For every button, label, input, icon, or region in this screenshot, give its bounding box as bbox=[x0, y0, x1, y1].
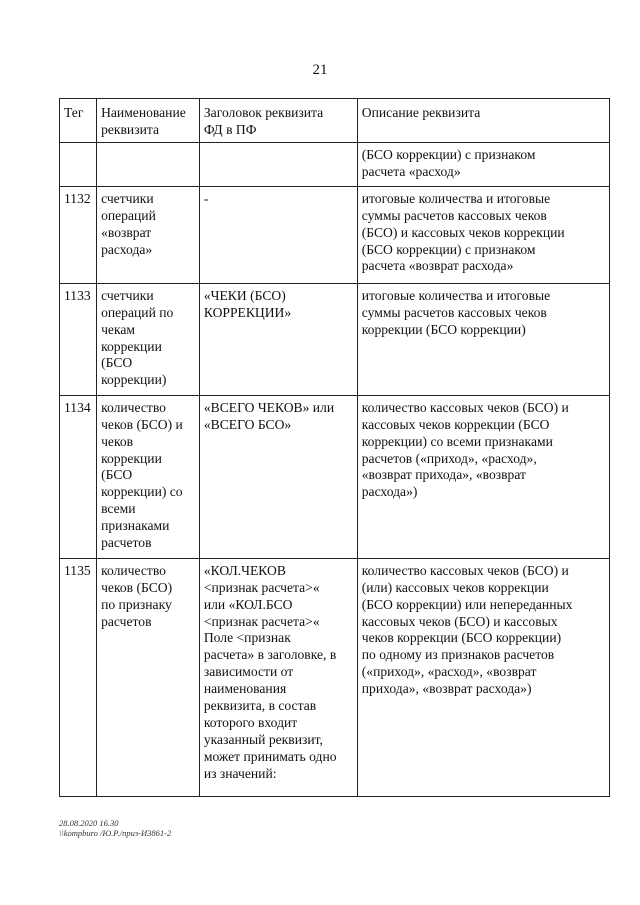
name-cell: количество чеков (БСО) по признаку расчетов bbox=[97, 558, 200, 796]
table-row bbox=[60, 395, 610, 558]
tag-cell: 1134 bbox=[60, 395, 97, 558]
header-cell: «КОЛ.ЧЕКОВ <признак расчета>« или «КОЛ.БСО <признак расчета>« Поле <признак расчета» в заголовке, в зависимости от наименования реквизита, в состав которого входит указанный реквизит, может принимать одно из значений: bbox=[199, 558, 357, 796]
column-header-description: Описание реквизита bbox=[357, 99, 609, 143]
table-row bbox=[60, 142, 610, 186]
document-footer bbox=[59, 818, 171, 838]
requisites-table bbox=[59, 98, 610, 797]
table-row bbox=[60, 186, 610, 283]
tag-cell: 1132 bbox=[60, 186, 97, 283]
table-header-row bbox=[60, 99, 610, 143]
description-cell: итоговые количества и итоговые суммы расчетов кассовых чеков коррекции (БСО коррекции) bbox=[357, 283, 609, 395]
name-cell: счетчики операций «возврат расхода» bbox=[97, 186, 200, 283]
table-row bbox=[60, 283, 610, 395]
description-cell: итоговые количества и итоговые суммы расчетов кассовых чеков (БСО) и кассовых чеков коррекции (БСО коррекции) с признаком расчета «возврат расхода» bbox=[357, 186, 609, 283]
column-header-header: Заголовок реквизита ФД в ПФ bbox=[199, 99, 357, 143]
header-cell bbox=[199, 142, 357, 186]
description-cell: количество кассовых чеков (БСО) и (или) кассовых чеков коррекции (БСО коррекции) или непереданных кассовых чеков (БСО) и кассовых чеков коррекции (БСО коррекции) по одному из признаков расчетов («приход», «расход», «возврат прихода», «возврат расхода») bbox=[357, 558, 609, 796]
name-cell bbox=[97, 142, 200, 186]
tag-cell: 1135 bbox=[60, 558, 97, 796]
column-header-tag: Тег bbox=[60, 99, 97, 143]
description-cell: (БСО коррекции) с признаком расчета «расход» bbox=[357, 142, 609, 186]
name-cell: счетчики операций по чекам коррекции (БСО коррекции) bbox=[97, 283, 200, 395]
table-row bbox=[60, 558, 610, 796]
column-header-name: Наименование реквизита bbox=[97, 99, 200, 143]
footer-timestamp: 28.08.2020 16.30 bbox=[59, 818, 119, 828]
tag-cell: 1133 bbox=[60, 283, 97, 395]
description-cell: количество кассовых чеков (БСО) и кассовых чеков коррекции (БСО коррекции) со всеми признаками расчетов («приход», «расход», «возврат прихода», «возврат расхода») bbox=[357, 395, 609, 558]
name-cell: количество чеков (БСО) и чеков коррекции (БСО коррекции) со всеми признаками расчетов bbox=[97, 395, 200, 558]
page-number: 21 bbox=[312, 62, 328, 78]
header-cell: «ЧЕКИ (БСО) КОРРЕКЦИИ» bbox=[199, 283, 357, 395]
footer-file-path: \\kompburo /Ю.Р./приз-И3861-2 bbox=[59, 828, 172, 838]
tag-cell bbox=[60, 142, 97, 186]
header-cell: - bbox=[199, 186, 357, 283]
header-cell: «ВСЕГО ЧЕКОВ» или «ВСЕГО БСО» bbox=[199, 395, 357, 558]
